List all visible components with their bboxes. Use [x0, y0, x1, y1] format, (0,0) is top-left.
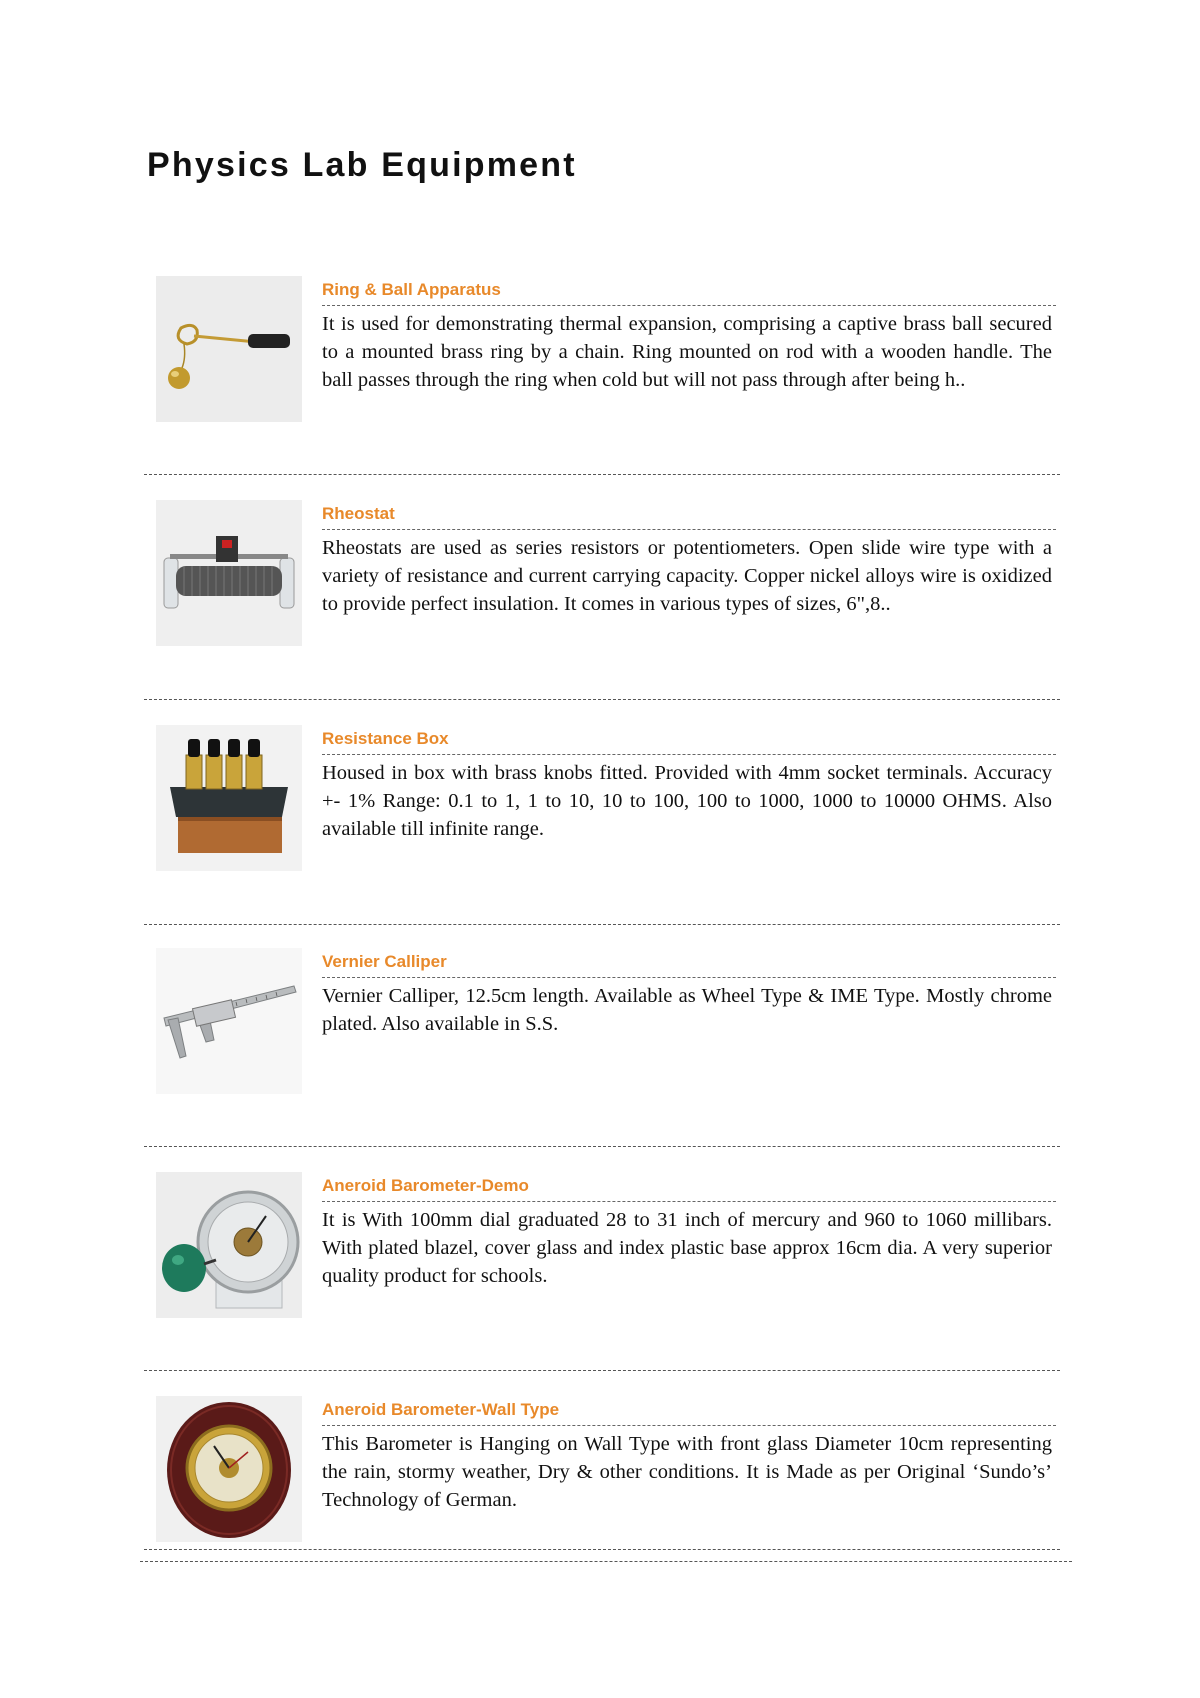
- product-description: It is With 100mm dial graduated 28 to 31 inch of mercury and 960 to 1060 millibars. With plated blazel, cover glass and index plastic base approx 16cm dia. A very superior quality product for schools.: [322, 1209, 1052, 1287]
- rheostat-icon: [156, 500, 302, 646]
- product-name: Ring & Ball Apparatus: [322, 280, 1056, 306]
- divider: [144, 699, 1060, 700]
- product-name: Aneroid Barometer-Wall Type: [322, 1400, 1056, 1426]
- product-description: Rheostats are used as series resistors or potentiometers. Open slide wire type with a variety of resistance and current carrying capacity. Copper nickel alloys wire is oxidized to provide perfect insulation. It comes in various types of sizes, 6",8..: [322, 537, 1052, 615]
- product-name: Vernier Calliper: [322, 952, 1056, 978]
- product-name: Rheostat: [322, 504, 1056, 530]
- product-description: It is used for demonstrating thermal expansion, comprising a captive brass ball secured to a mounted brass ring by a chain. Ring mounted on rod with a wooden handle. The ball passes through the ring when cold but will not pass through after being h..: [322, 313, 1052, 391]
- divider: [144, 474, 1060, 475]
- barometer-demo-icon: [156, 1172, 302, 1318]
- vernier-calliper-icon: [156, 948, 302, 1094]
- page-title: Physics Lab Equipment: [147, 146, 577, 184]
- barometer-wall-icon: [156, 1396, 302, 1542]
- product-description: This Barometer is Hanging on Wall Type with front glass Diameter 10cm representing the rain, stormy weather, Dry & other conditions. It is Made as per Original ‘Sundo’s’ Technology of German.: [322, 1433, 1052, 1511]
- divider: [140, 1561, 1072, 1562]
- product-description: Vernier Calliper, 12.5cm length. Available as Wheel Type & IME Type. Mostly chrome plated. Also available in S.S.: [322, 985, 1052, 1035]
- ring-ball-icon: [156, 276, 302, 422]
- product-name: Resistance Box: [322, 729, 1056, 755]
- divider: [144, 924, 1060, 925]
- product-description: Housed in box with brass knobs fitted. Provided with 4mm socket terminals. Accuracy +- 1% Range: 0.1 to 1, 1 to 10, 10 to 100, 100 to 1000, 1000 to 10000 OHMS. Also available till infinite range.: [322, 762, 1052, 840]
- divider: [144, 1370, 1060, 1371]
- divider: [144, 1146, 1060, 1147]
- product-name: Aneroid Barometer-Demo: [322, 1176, 1056, 1202]
- divider: [144, 1549, 1060, 1550]
- resistance-box-icon: [156, 725, 302, 871]
